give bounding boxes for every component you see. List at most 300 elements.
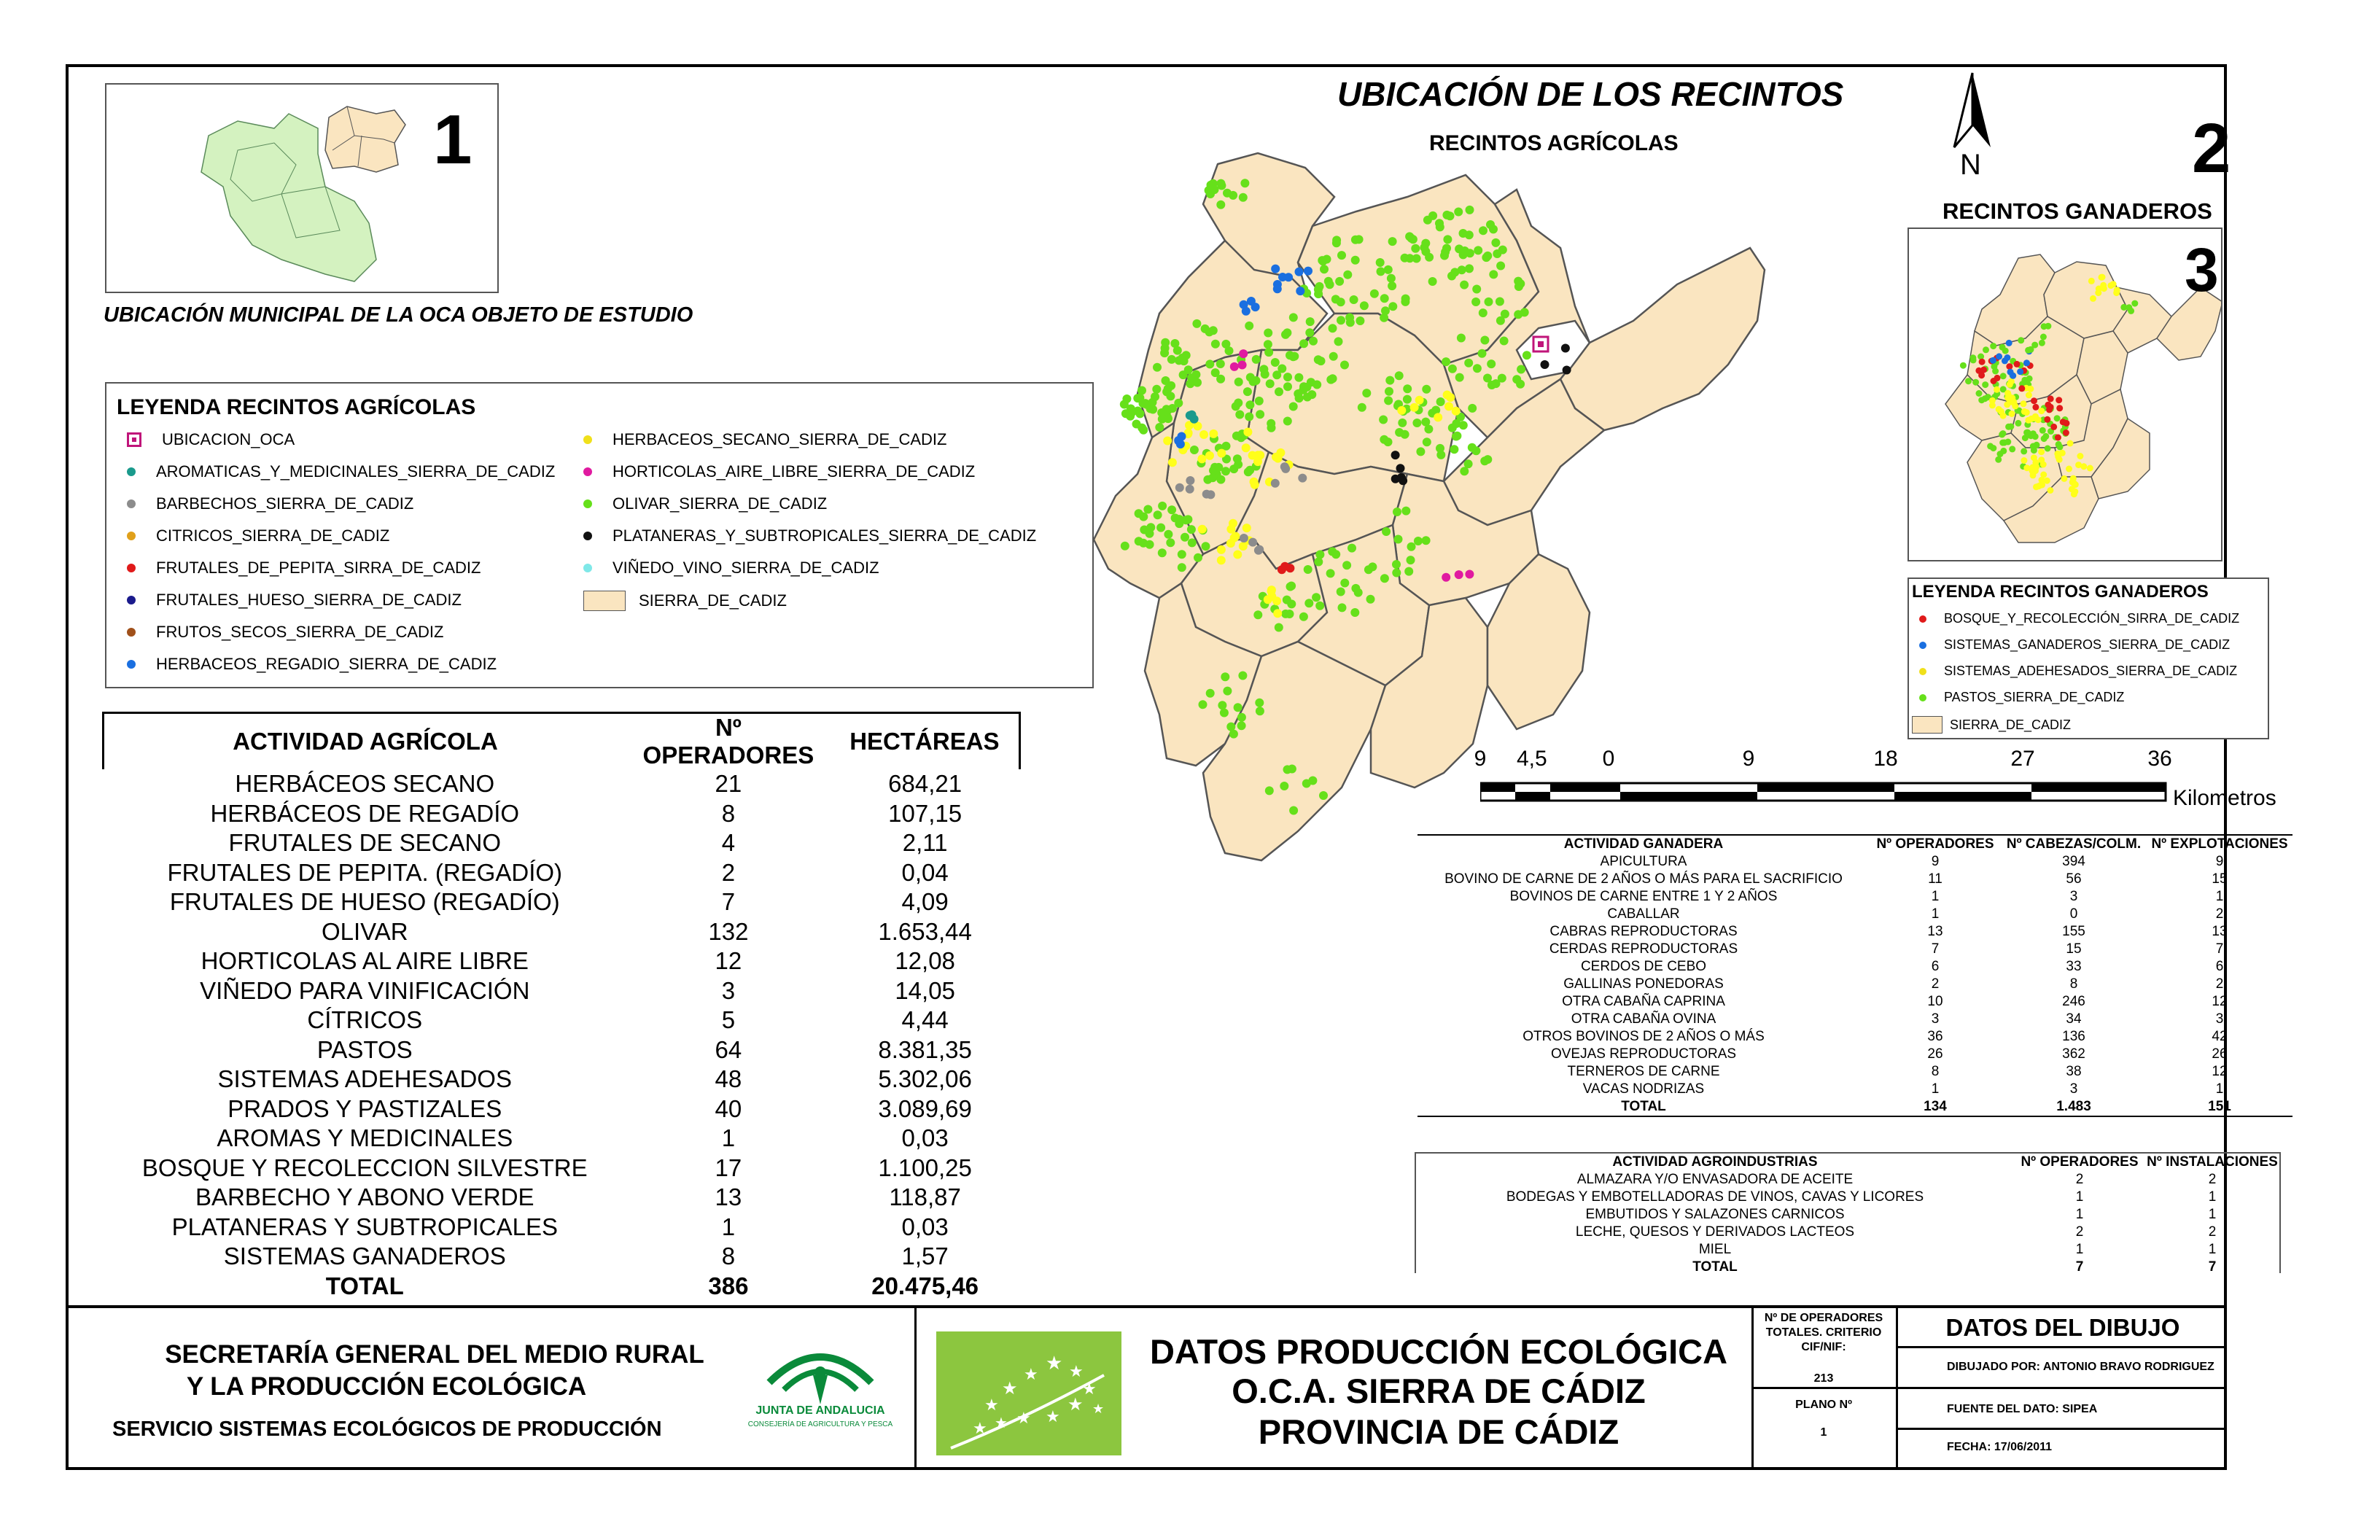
map-dot [1478,349,1487,358]
map-dot [1397,406,1406,415]
scale-label: 18 [1873,747,1898,771]
map-dot [1428,277,1437,286]
map-dot [1216,475,1225,484]
legend-agri-label: FRUTALES_HUESO_SIERRA_DE_CADIZ [156,591,462,609]
map-dot [1271,479,1280,488]
map-dot [1425,253,1434,262]
agri-row [104,976,1020,1006]
map-dot [1121,542,1129,551]
gan-cell: 9 [2215,854,2224,869]
agri-cell: SISTEMAS ADEHESADOS [217,1065,512,1093]
map-dot [1148,398,1157,407]
legend-agri-item [583,591,787,611]
gan-map-dot [2075,462,2082,468]
agro-row [1416,1171,2279,1189]
legend-gan-label: PASTOS_SIERRA_DE_CADIZ [1944,690,2125,704]
map-dot [1308,777,1317,785]
map-dot [1393,508,1401,516]
agri-cell: 2,11 [902,829,948,857]
map-dot [1242,524,1251,532]
map-dot [1443,391,1452,400]
map-dot [1135,409,1144,418]
legend-ganadera [1908,578,2269,739]
map-dot [1394,535,1403,544]
map-dot [1420,244,1428,252]
map-dot [1486,220,1495,229]
map-dot [1175,515,1183,524]
gan-cell: 2 [2215,906,2224,922]
gan-map-dot [2023,409,2030,416]
agro-total-cell: TOTAL [1692,1259,1738,1275]
legend-gan-label: SIERRA_DE_CADIZ [1950,717,2072,732]
gan-map-dot [2021,457,2027,464]
map-dot [1289,313,1298,322]
gan-map-dot [2113,289,2120,296]
legend-agri-label: OLIVAR_SIERRA_DE_CADIZ [612,494,828,513]
gan-row [1418,871,2292,888]
scale-label: 4,5 [1517,747,1547,771]
map-dot [1302,383,1311,392]
agri-cell: 2 [721,858,736,886]
gan-cell: 3 [2215,1011,2224,1027]
map-dot [1168,458,1177,467]
map-dot [1379,416,1388,424]
gan-map-dot [2066,466,2072,472]
map-dot [1286,351,1294,359]
map-dot [1442,573,1450,582]
map-dot [1403,395,1412,404]
legend-agri-item [127,430,295,449]
map-dot [1198,525,1207,534]
gan-map-dot [2008,378,2015,385]
map-dot [1314,558,1323,567]
map-dot [1202,542,1210,551]
tabla-actividad-agricola [102,712,1021,1301]
map-dot [1243,428,1252,437]
gan-cell: 15 [2212,871,2228,887]
gan-map-dot [1996,406,2002,413]
gan-map-dot [2021,448,2027,454]
map-dot [1496,316,1505,325]
map-dot [1283,765,1292,774]
agri-row [104,1213,1020,1242]
footer-divider [66,1305,2227,1308]
agro-total-row [1416,1259,2279,1276]
gan-map-dot [2004,401,2010,408]
map-dot [1483,252,1492,260]
gan-cell: 3 [2069,889,2078,904]
gan-header-explotaciones: Nº EXPLOTACIONES [2151,836,2288,852]
map-dot [1139,539,1148,548]
map-dot [1464,359,1473,368]
map-dot [1166,392,1175,400]
gan-cell: OTRA CABAÑA OVINA [1571,1011,1716,1027]
svg-text:★: ★ [1069,1363,1084,1381]
gan-map-dot [1994,375,2001,381]
gan-cell: 2 [2215,976,2224,992]
gan-cell: 246 [2062,994,2085,1009]
svg-text:★: ★ [973,1420,987,1438]
map-dot [1295,394,1304,402]
gan-cell: BOVINO DE CARNE DE 2 AÑOS O MÁS PARA EL SACRIFICIO [1444,871,1843,887]
agri-cell: 1 [721,1124,736,1152]
map-dot [1360,301,1369,310]
map-dot [1295,268,1304,276]
inset-caption: UBICACIÓN MUNICIPAL DE LA OCA OBJETO DE ESTUDIO [104,303,693,327]
gan-map-dot [2005,392,2012,398]
legend-agri-label: PLATANERAS_Y_SUBTROPICALES_SIERRA_DE_CADIZ [612,526,1037,545]
map-dot [1218,701,1226,709]
map-dot [1265,786,1274,795]
agro-total-cell: 7 [2208,1259,2217,1275]
gan-map-dot [2039,481,2045,488]
map-dot [1175,483,1184,492]
tabla-agroindustrias [1415,1152,2281,1273]
gan-map-dot [2039,340,2045,346]
map-dot [1152,385,1161,394]
gan-map-dot [2054,415,2061,421]
gan-map-dot [2045,446,2051,452]
map-dot [1251,303,1260,311]
agro-row [1416,1224,2279,1241]
agro-row [1416,1189,2279,1206]
datos-dibujo-title: DATOS DEL DIBUJO [1945,1314,2180,1341]
north-label: N [1960,149,1981,181]
map-dot [1388,281,1396,290]
map-dot [1422,385,1431,394]
agri-cell: 48 [715,1065,742,1093]
inset-oca-shape [325,106,405,172]
org-line-2: Y LA PRODUCCIÓN ECOLÓGICA [186,1372,587,1401]
map-dot [1354,588,1363,597]
agri-cell: 40 [715,1094,742,1122]
map-dot [1468,443,1477,452]
gan-total-cell: TOTAL [1621,1099,1666,1114]
map-dot [1283,328,1291,337]
footer-vline-1 [914,1305,917,1470]
agri-row [104,1094,1020,1124]
legend-agri-label: UBICACION_OCA [162,430,295,448]
map-dot [1217,449,1226,458]
gan-map-dot [2060,419,2066,425]
gan-header-operadores: Nº OPERADORES [1876,836,1994,852]
map-dot [1401,298,1409,306]
org-line-3: SERVICIO SISTEMAS ECOLÓGICOS DE PRODUCCIÓN [112,1418,662,1441]
svg-text:★: ★ [1016,1409,1031,1428]
map-dot [1186,485,1194,494]
inset-map-location [105,83,499,293]
gan-map-dot [2072,481,2079,488]
map-dot [1460,281,1469,289]
map-dot [1223,687,1232,696]
map-dot [1305,328,1314,337]
gan-cell: CABALLAR [1607,906,1680,922]
map-dot [1174,399,1183,408]
map-dot [1455,373,1464,382]
map-dot [1334,337,1343,346]
map-title: UBICACIÓN DE LOS RECINTOS [1337,75,1844,113]
map-dot [1382,527,1391,536]
gan-map-dot [2026,376,2033,382]
agri-cell: 132 [708,917,749,945]
map-dot [1164,530,1172,539]
map-dot [1256,707,1264,715]
agri-cell: FRUTALES DE PEPITA. (REGADÍO) [167,858,563,886]
gan-map-dot [2101,285,2107,292]
dot-symbol-icon [583,435,592,444]
map-dot [1441,248,1450,257]
map-dot [1233,551,1242,559]
map-dot [1358,403,1366,412]
legend-agri-item [127,655,497,674]
agro-row [1416,1241,2279,1259]
gan-map-dot [2004,439,2011,446]
dot-symbol-icon [127,467,136,476]
map-dot [1384,396,1393,405]
eu-leaf-icon [936,1331,1121,1455]
map-dot [1387,274,1396,283]
gan-row [1418,1063,2292,1081]
agri-cell: 684,21 [888,770,962,798]
gan-map-dot [2032,404,2039,411]
legend-agri-label: AROMATICAS_Y_MEDICINALES_SIERRA_DE_CADIZ [156,462,556,481]
area-fill-icon [1912,716,1942,734]
map-dot [1178,354,1187,362]
gan-header-actividad: ACTIVIDAD GANADERA [1563,836,1724,852]
gan-cell: 12 [2212,1064,2228,1079]
map-dot [1273,284,1282,293]
map-dot [1237,721,1246,730]
map-dot [1436,397,1445,406]
gan-map-dot [1995,456,2002,463]
agri-row [104,1035,1020,1065]
gan-map-dot [1960,362,1967,369]
map-dot [1216,201,1225,209]
map-dot [1385,376,1394,385]
map-dot [1178,563,1186,572]
gan-map-dot [2056,441,2062,448]
map-dot [1472,285,1481,294]
map-dot [1395,371,1404,380]
junta-line-2: CONSEJERÍA DE AGRICULTURA Y PESCA [747,1420,893,1428]
gan-map-dot [2023,464,2030,471]
map-dot [1541,360,1549,369]
map-dot [1264,329,1272,338]
map-dot [1473,364,1482,373]
map-dot [1350,295,1358,304]
map-dot [1450,268,1459,276]
ganaderos-map [1908,228,2222,561]
agri-cell: 1.653,44 [878,917,972,945]
gan-map-dot [1990,357,1996,364]
map-dot [1245,466,1254,475]
map-dot [1452,432,1461,441]
legend-agri-item [127,462,555,481]
agri-cell: 3.089,69 [878,1094,972,1122]
map-dot [1351,236,1360,244]
gan-map-dot [1989,402,1996,408]
svg-text:★: ★ [1046,1353,1063,1374]
map-dot [1479,226,1488,235]
gan-cell: 33 [2066,959,2082,974]
map-dot [1496,262,1505,271]
map-dot [1284,273,1293,281]
map-dot [1396,464,1405,472]
map-dot [1517,365,1525,374]
map-dot [1415,396,1424,405]
legend-agri-label: FRUTALES_DE_PEPITA_SIRRA_DE_CADIZ [156,559,481,577]
map-dot [1245,413,1253,421]
legend-gan-item [1919,716,2071,734]
gan-cell: 2 [1931,976,1940,992]
dot-symbol-icon [1919,694,1926,701]
legend-agri-item [583,494,827,513]
map-dot [1436,222,1444,231]
map-dot [1223,189,1232,198]
map-dot [1173,346,1182,355]
map-dot [1276,448,1285,457]
gan-cell: 136 [2062,1029,2085,1044]
gan-map-dot [2000,448,2007,454]
footer-hline-ops [1751,1387,1896,1389]
map-dot [1318,256,1326,265]
map-dot [1479,308,1488,317]
agri-cell: 0,03 [901,1124,949,1152]
gan-map-dot [2040,334,2047,341]
fecha: FECHA: 17/06/2011 [1947,1441,2053,1453]
map-dot [1368,562,1377,571]
map-dot [1252,355,1261,364]
legend-gan-label: SISTEMAS_GANADEROS_SIERRA_DE_CADIZ [1944,637,2231,652]
scale-bar [1458,747,2275,812]
map-dot [1563,366,1571,375]
map-dot [1271,265,1280,273]
map-dot [1348,544,1356,553]
map-dot [1232,402,1240,411]
gan-total-row [1418,1098,2292,1116]
agri-cell: 64 [715,1035,742,1063]
gan-map-dot [2042,433,2049,440]
map-dot [1283,417,1292,426]
gan-map-dot [2015,420,2021,427]
map-dot [1362,389,1371,397]
map-dot [1267,419,1275,428]
map-dot [1466,249,1474,257]
map-dot [1403,384,1412,393]
map-dot [1230,362,1239,371]
agro-cell: 1 [2208,1207,2217,1222]
legend-agri-item [583,462,975,481]
map-dot [1337,588,1345,596]
map-dot [1253,610,1262,619]
gan-cell: 7 [1931,941,1940,957]
map-dot [1253,457,1262,466]
agri-row [104,917,1020,947]
map-dot [1366,595,1375,604]
agro-cell: 1 [2208,1242,2217,1257]
map-dot [1255,699,1264,707]
map-dot [1416,447,1425,456]
map-dot [1315,282,1324,291]
gan-cell: 15 [2066,941,2082,957]
map-dot [1457,334,1466,343]
agri-cell: 1,57 [901,1242,949,1270]
gan-row [1418,993,2292,1011]
map-dot [1392,569,1401,578]
agri-total-cell: 20.475,46 [871,1272,979,1299]
map-dot [1245,400,1254,409]
dot-symbol-icon [127,564,136,572]
gan-map-dot [2018,385,2025,392]
agri-total-cell: TOTAL [325,1272,404,1299]
agri-cell: 1.100,25 [878,1154,972,1181]
gan-cell: 8 [2069,976,2078,992]
gan-map-dot [2017,368,2023,375]
eu-organic-logo [936,1331,1121,1455]
gan-cell: 3 [1931,1011,1940,1027]
map-dot [1211,368,1220,377]
legend-agri-label: HERBACEOS_REGADIO_SIERRA_DE_CADIZ [156,655,497,673]
agri-cell: 5.302,06 [878,1065,972,1093]
legend-agri-item [583,559,879,578]
map-dot [1442,357,1450,366]
gan-map-dot [2038,408,2045,414]
gan-map-dot [2041,323,2048,330]
agri-cell: PRADOS Y PASTIZALES [228,1094,502,1122]
map-dot [1500,337,1509,346]
agri-total-cell: 386 [708,1272,749,1299]
agri-row [104,1242,1020,1272]
legend-agricola-title: LEYENDA RECINTOS AGRÍCOLAS [117,395,476,419]
scale-label: 36 [2147,747,2172,771]
map-dot [1271,358,1280,367]
map-dot [1343,271,1352,279]
map-dot [1280,462,1289,471]
legend-gan-label: SISTEMAS_ADEHESADOS_SIERRA_DE_CADIZ [1944,664,2238,678]
agri-cell: OLIVAR [321,917,408,945]
gan-total-cell: 151 [2208,1099,2231,1114]
gan-row [1418,1028,2292,1046]
agri-cell: HERBÁCEOS SECANO [235,770,495,798]
gan-map-dot [2063,429,2069,436]
gan-map-dot [1979,359,1986,365]
legend-ganadera-title: LEYENDA RECINTOS GANADEROS [1912,582,2209,602]
legend-agri-item [583,526,1036,545]
map-dot [1423,438,1431,446]
map-dot [1424,425,1433,434]
agro-cell: 2 [2075,1224,2084,1240]
map-dot [1225,346,1234,355]
agri-cell: 17 [715,1154,742,1181]
map-dot [1234,460,1242,469]
map-dot [1181,533,1189,542]
ops-value: 213 [1813,1372,1834,1385]
dot-symbol-icon [1919,615,1926,623]
gan-cell: 11 [1928,871,1942,887]
map-dot [1350,608,1359,617]
map-dot [1208,473,1217,482]
gan-cell: 12 [2212,994,2228,1009]
map-dot [1192,319,1201,328]
gan-map-dot [2056,405,2063,411]
gan-map-dot [2039,427,2046,434]
gan-map-dot [1978,397,1985,403]
legend-agri-label: FRUTOS_SECOS_SIERRA_DE_CADIZ [156,623,444,641]
gan-map-dot [2067,440,2074,447]
svg-text:★: ★ [995,1414,1008,1431]
gan-row [1418,1011,2292,1028]
map-dot [1167,355,1176,364]
